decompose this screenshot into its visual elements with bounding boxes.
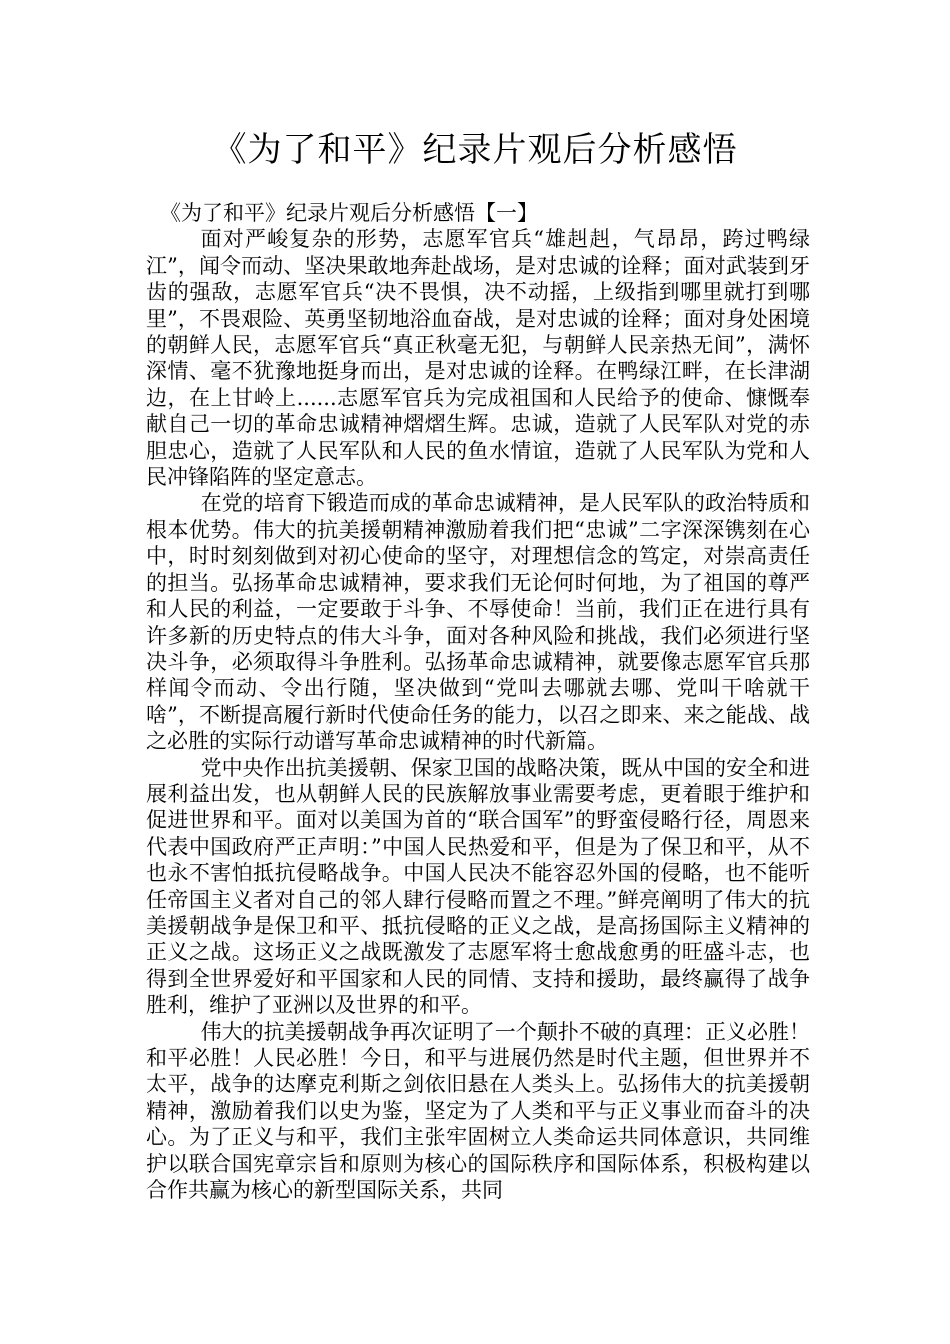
body-paragraph: 伟大的抗美援朝战争再次证明了一个颠扑不破的真理：正义必胜！和平必胜！人民必胜！今日，和平与进展仍然是时代主题，但世界并不太平，战争的达摩克利斯之剑依旧悬在人类头上。弘扬伟大的抗美援朝精神，激励着我们以史为鉴，坚定为了人类和平与正义事业而奋斗的决心。为了正义与和平，我们主张牢固树立人类命运共同体意识，共同维护以联合国宪章宗旨和原则为核心的国际秩序和国际体系，积极构建以合作共赢为核心的新型国际关系，共同 — [146, 1019, 810, 1203]
section-heading: 《为了和平》纪录片观后分析感悟【一】 — [160, 201, 538, 225]
document-body — [146, 200, 810, 1203]
document-title: 《为了和平》纪录片观后分析感悟 — [212, 130, 738, 170]
body-paragraph: 党中央作出抗美援朝、保家卫国的战略决策，既从中国的安全和进展利益出发，也从朝鲜人民的民族解放事业需要考虑，更着眼于维护和促进世界和平。面对以美国为首的“联合国军”的野蛮侵略行径，周恩来代表中国政府严正声明：”中国人民热爱和平，但是为了保卫和平，从不也永不害怕抵抗侵略战争。中国人民决不能容忍外国的侵略，也不能听任帝国主义者对自己的邻人肆行侵略而置之不理。”鲜亮阐明了伟大的抗美援朝战争是保卫和平、抵抗侵略的正义之战，是高扬国际主义精神的正义之战。这场正义之战既激发了志愿军将士愈战愈勇的旺盛斗志，也得到全世界爱好和平国家和人民的同情、支持和援助，最终赢得了战争胜利，维护了亚洲以及世界的和平。 — [146, 755, 810, 1018]
body-paragraph: 面对严峻复杂的形势，志愿军官兵“雄赳赳，气昂昂，跨过鸭绿江”，闻令而动、坚决果敢地奔赴战场，是对忠诚的诠释；面对武装到牙齿的强敌，志愿军官兵“决不畏惧，决不动摇，上级指到哪里就打到哪里”，不畏艰险、英勇坚韧地浴血奋战，是对忠诚的诠释；面对身处困境的朝鲜人民，志愿军官兵“真正秋毫无犯，与朝鲜人民亲热无间”，满怀深情、毫不犹豫地挺身而出，是对忠诚的诠释。在鸭绿江畔，在长津湖边，在上甘岭上......志愿军官兵为完成祖国和人民给予的使命、慷慨奉献自己一切的革命忠诚精神熠熠生辉。忠诚，造就了人民军队对党的赤胆忠心，造就了人民军队和人民的鱼水情谊，造就了人民军队为党和人民冲锋陷阵的坚定意志。 — [146, 227, 810, 490]
body-paragraph: 在党的培育下锻造而成的革命忠诚精神，是人民军队的政治特质和根本优势。伟大的抗美援朝精神激励着我们把“忠诚”二字深深镌刻在心中，时时刻刻做到对初心使命的坚守，对理想信念的笃定，对崇高责任的担当。弘扬革命忠诚精神，要求我们无论何时何地，为了祖国的尊严和人民的利益，一定要敢于斗争、不辱使命！当前，我们正在进行具有许多新的历史特点的伟大斗争，面对各种风险和挑战，我们必须进行坚决斗争，必须取得斗争胜利。弘扬革命忠诚精神，就要像志愿军官兵那样闻令而动、令出行随，坚决做到“党叫去哪就去哪、党叫干啥就干啥”，不断提高履行新时代使命任务的能力，以召之即来、来之能战、战之必胜的实际行动谱写革命忠诚精神的时代新篇。 — [146, 491, 810, 754]
